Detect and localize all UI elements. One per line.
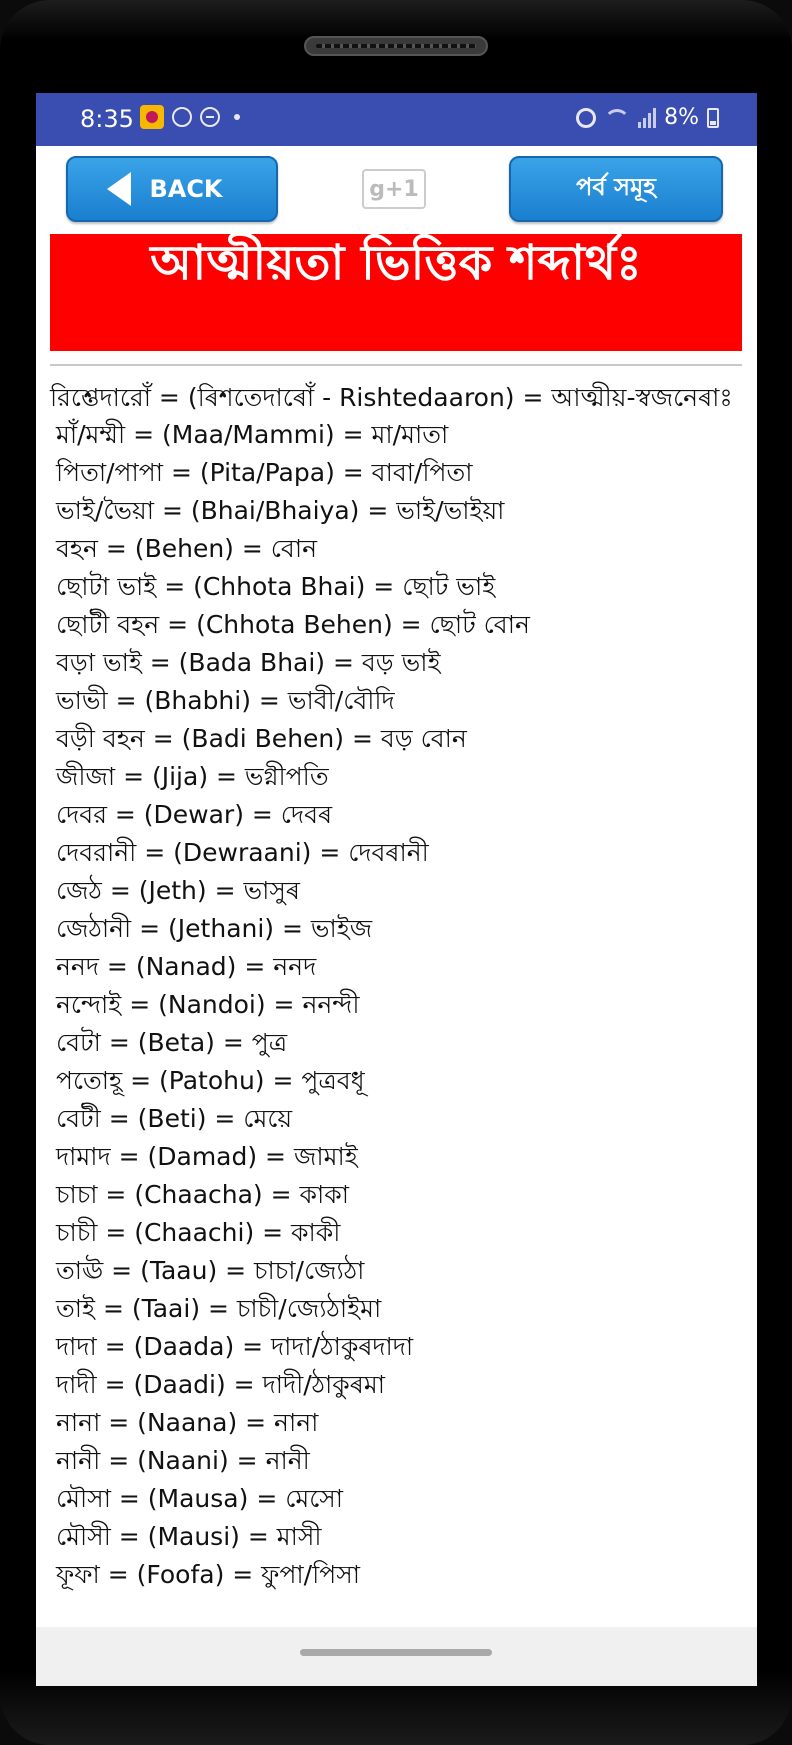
back-arrow-icon	[107, 172, 131, 206]
screen	[36, 93, 757, 1686]
google-plus-one-button[interactable]	[362, 169, 426, 209]
wifi-icon	[604, 107, 630, 129]
list-item: দেবর = (Dewar) = দেবৰ	[56, 800, 333, 829]
vocabulary-content	[50, 379, 742, 1594]
list-item: তাই = (Taai) = চাচী/জ্যেঠাইমা	[56, 1294, 382, 1323]
parts-list-button[interactable]	[509, 156, 723, 222]
list-item: বড়া ভাই = (Bada Bhai) = বড় ভাই	[56, 648, 441, 677]
dot-icon	[234, 114, 240, 120]
list-item: বড়ী বহন = (Badi Behen) = বড় বোন	[56, 724, 467, 753]
status-time: 8:35	[80, 105, 134, 133]
list-item: ফূফা = (Foofa) = ফুপা/পিসা	[56, 1560, 360, 1589]
gplus-label: g+1	[369, 176, 419, 202]
clock-icon	[172, 107, 192, 127]
list-item: জীজা = (Jija) = ভগ্নীপতি	[56, 762, 329, 791]
divider	[50, 364, 742, 366]
list-item: মৌসী = (Mausi) = মাসী	[56, 1522, 322, 1551]
list-item: জেঠানী = (Jethani) = ভাইজ	[56, 914, 373, 943]
battery-percent: 8%	[664, 105, 699, 130]
list-item: পতোহূ = (Patohu) = পুত্রবধূ	[56, 1066, 365, 1095]
list-item: ছোটী বহন = (Chhota Behen) = ছোট বোন	[56, 610, 530, 639]
list-item: বেটা = (Beta) = পুত্র	[56, 1028, 288, 1057]
list-item: মৌসা = (Mausa) = মেসো	[56, 1484, 344, 1513]
list-item: জেঠ = (Jeth) = ভাসুৰ	[56, 876, 300, 905]
list-item: দেবরানী = (Dewraani) = দেবৰানী	[56, 838, 429, 867]
list-item: বহন = (Behen) = বোন	[56, 534, 317, 563]
list-item: ভাই/ভৈয়া = (Bhai/Bhaiya) = ভাই/ভাইয়া	[56, 496, 505, 525]
back-button-label: BACK	[149, 175, 223, 203]
page-title-banner	[50, 234, 742, 351]
back-button[interactable]	[66, 156, 278, 222]
list-item: পিতা/পাপা = (Pita/Papa) = বাবা/পিতা	[56, 458, 473, 487]
home-gesture-handle[interactable]	[300, 1649, 492, 1656]
list-item: দামাদ = (Damad) = জামাই	[56, 1142, 358, 1171]
status-icons-right	[576, 105, 719, 130]
vocabulary-list	[50, 416, 742, 1594]
page-title: আত্মীয়তা ভিত্তিক শব্দার্থঃ	[150, 235, 642, 291]
intro-line: রিশ্তেদারোঁ = (ৰিশতেদাৰোঁ - Rishtedaaron) = আত্মীয়-স্বজনেৰাঃ	[50, 383, 733, 412]
parts-button-label: পর্ব সমূহ	[576, 173, 656, 201]
list-item: নানা = (Naana) = নানা	[56, 1408, 319, 1437]
speaker-grille	[304, 36, 488, 56]
list-item: বেটী = (Beti) = মেয়ে	[56, 1104, 293, 1133]
list-item: ভাভী = (Bhabhi) = ভাবী/বৌদি	[56, 686, 395, 715]
do-not-disturb-icon	[200, 107, 220, 127]
list-item: ননদ = (Nanad) = ননদ	[56, 952, 317, 981]
list-item: নন্দোই = (Nandoi) = ননন্দী	[56, 990, 360, 1019]
list-item: মাঁ/মম্মী = (Maa/Mammi) = মা/মাতা	[56, 420, 449, 449]
status-icons-left	[140, 105, 240, 129]
gesture-nav-bar	[36, 1627, 757, 1686]
status-bar	[36, 93, 757, 146]
list-item: দাদা = (Daada) = দাদা/ঠাকুৰদাদা	[56, 1332, 414, 1361]
battery-icon	[707, 108, 719, 128]
list-item: চাচা = (Chaacha) = কাকা	[56, 1180, 350, 1209]
list-item: চাচী = (Chaachi) = কাকী	[56, 1218, 341, 1247]
app-icon	[140, 105, 164, 129]
list-item: ছোটা ভাই = (Chhota Bhai) = ছোট ভাই	[56, 572, 496, 601]
signal-icon	[638, 108, 656, 128]
list-item: তাঊ = (Taau) = চাচা/জ্যেঠা	[56, 1256, 365, 1285]
alarm-icon	[576, 108, 596, 128]
list-item: নানী = (Naani) = নানী	[56, 1446, 310, 1475]
list-item: দাদী = (Daadi) = দাদী/ঠাকুৰমা	[56, 1370, 385, 1399]
